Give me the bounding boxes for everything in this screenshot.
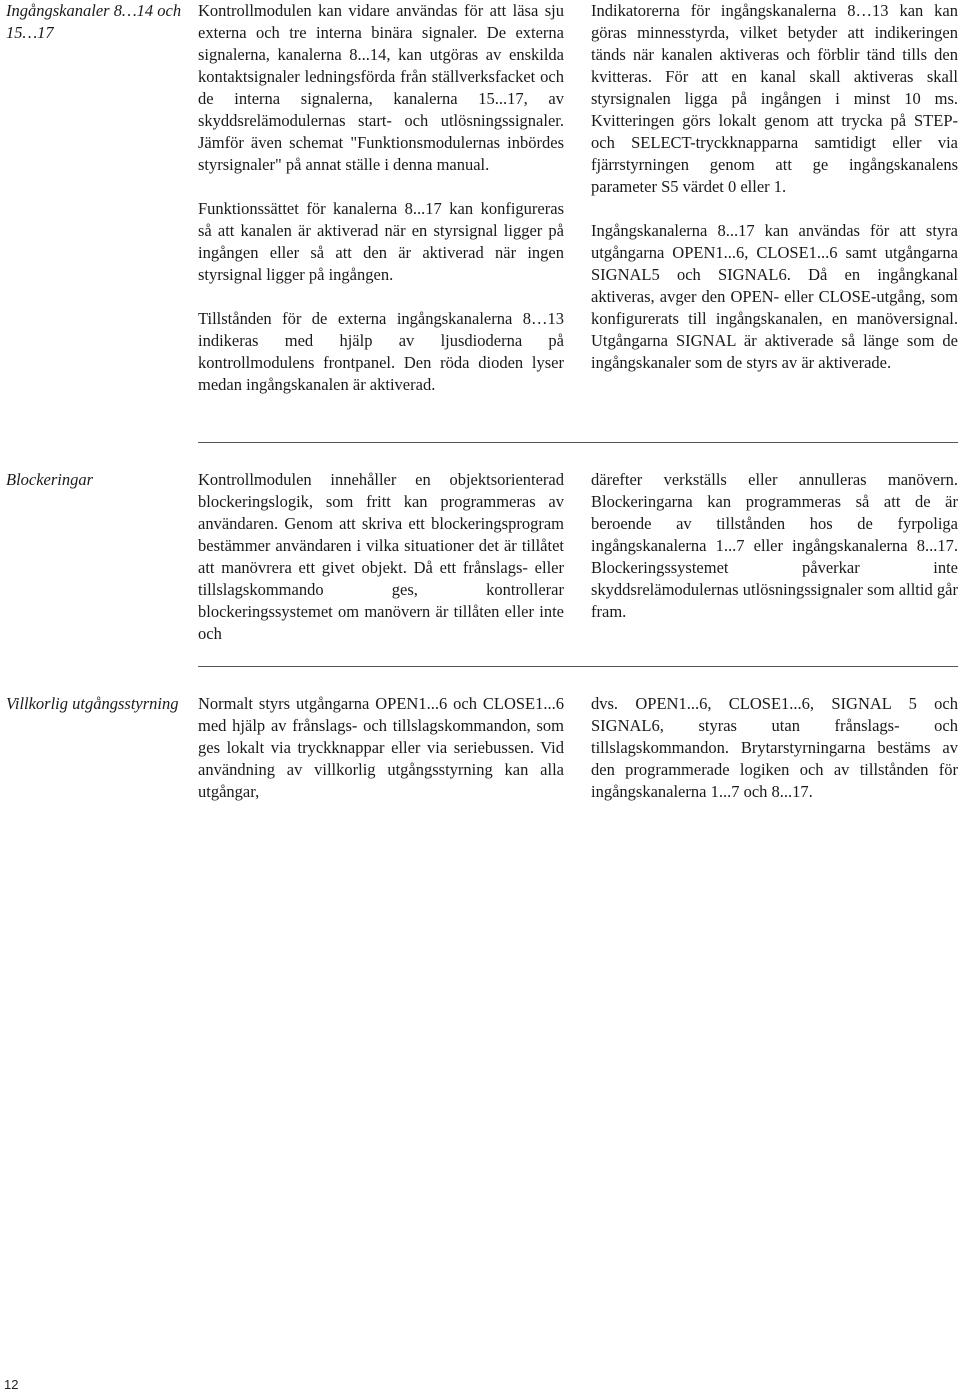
section-blockeringar-right-column [591, 469, 958, 623]
section-villkorlig-right-column [591, 693, 958, 803]
section-divider [198, 442, 958, 443]
paragraph: Tillstånden för de externa ingångskanalerna 8…13 indikeras med hjälp av ljusdioderna på kontrollmodulens frontpanel. Den röda dioden lyser medan ingångskanalen är aktiverad. [198, 309, 564, 394]
section-divider [198, 666, 958, 667]
paragraph: Indikatorerna för ingångskanalerna 8…13 kan kan göras minnesstyrda, vilket betyder att indikeringen tänds när kanalen aktiveras och förblir tänd tills den kvitteras. För att en kanal skall aktiveras skall styrsignalen ligga på ingången i minst 10 ms. Kvitteringen görs lokalt genom att trycka på STEP- och SELECT-tryckknapparna samtidigt eller via fjärrstyrningen genom att ge ingångskanalens parameter S5 värdet 0 eller 1. [591, 1, 958, 196]
section-villkorlig-left-column [198, 693, 564, 803]
page-number: 12 [4, 1377, 19, 1392]
section-heading-ingangskanaler: Ingångskanaler 8…14 och 15…17 [6, 1, 182, 42]
paragraph: Kontrollmodulen kan vidare användas för att läsa sju externa och tre interna binära signaler. De externa signalerna, kanalerna 8...14, kan utgöras av enskilda kontaktsignaler ledningsförda från ställverksfacket och de interna signalerna, kanalerna 15...17, av skyddsrelämodulernas start- och utlösningssignaler. Jämför även schemat "Funktionsmodulernas inbördes styrsignaler" på annat ställe i denna manual. [198, 1, 564, 174]
section-heading-blockeringar: Blockeringar [6, 470, 94, 489]
section-ingangskanaler-left-column [198, 0, 564, 396]
paragraph: Kontrollmodulen innehåller en objektsorienterad blockeringslogik, som fritt kan programmeras av användaren. Genom att skriva ett blockeringsprogram bestämmer användaren i vilka situationer det är tillåtet att manövrera ett givet objekt. Då ett frånslags- eller tillslagskommando ges, kontrollerar blockeringssystemet om manövern är tillåten eller inte och [198, 470, 564, 643]
paragraph: Ingångskanalerna 8...17 kan användas för att styra utgångarna OPEN1...6, CLOSE1...6 samt utgångarna SIGNAL5 och SIGNAL6. Då en ingångkanal aktiveras, avger den OPEN- eller CLOSE-utgång, som konfigurerats till ingångskanalen, en manöversignal. Utgångarna SIGNAL är aktiverade så länge som de ingångskanaler som de styrs av är aktiverade. [591, 221, 958, 372]
paragraph: därefter verkställs eller annulleras manövern. Blockeringarna kan programmeras så att de är beroende av tillstånden hos de fyrpoliga ingångskanalerna 1...7 eller ingångskanalerna 8...17. Blockeringssystemet påverkar inte skyddsrelämodulernas utlösningssignaler som alltid går fram. [591, 470, 958, 621]
paragraph: Normalt styrs utgångarna OPEN1...6 och CLOSE1...6 med hjälp av frånslags- och tillslagskommandon, som ges lokalt via tryckknappar eller via seriebussen. Vid användning av villkorlig utgångsstyrning kan alla utgångar, [198, 694, 564, 801]
section-blockeringar-left-column [198, 469, 564, 645]
section-ingangskanaler-right-column [591, 0, 958, 374]
paragraph: dvs. OPEN1...6, CLOSE1...6, SIGNAL 5 och SIGNAL6, styras utan frånslags- och tillslagskommandon. Brytarstyrningarna bestäms av den programmerade logiken och av tillstånden för ingångskanalerna 1...7 och 8...17. [591, 694, 958, 801]
section-heading-villkorlig-utgangsstyrning: Villkorlig utgångsstyrning [6, 694, 179, 713]
paragraph: Funktionssättet för kanalerna 8...17 kan konfigureras så att kanalen är aktiverad när en styrsignal ligger på ingången eller så att den är aktiverad när ingen styrsignal ligger på ingången. [198, 199, 564, 284]
